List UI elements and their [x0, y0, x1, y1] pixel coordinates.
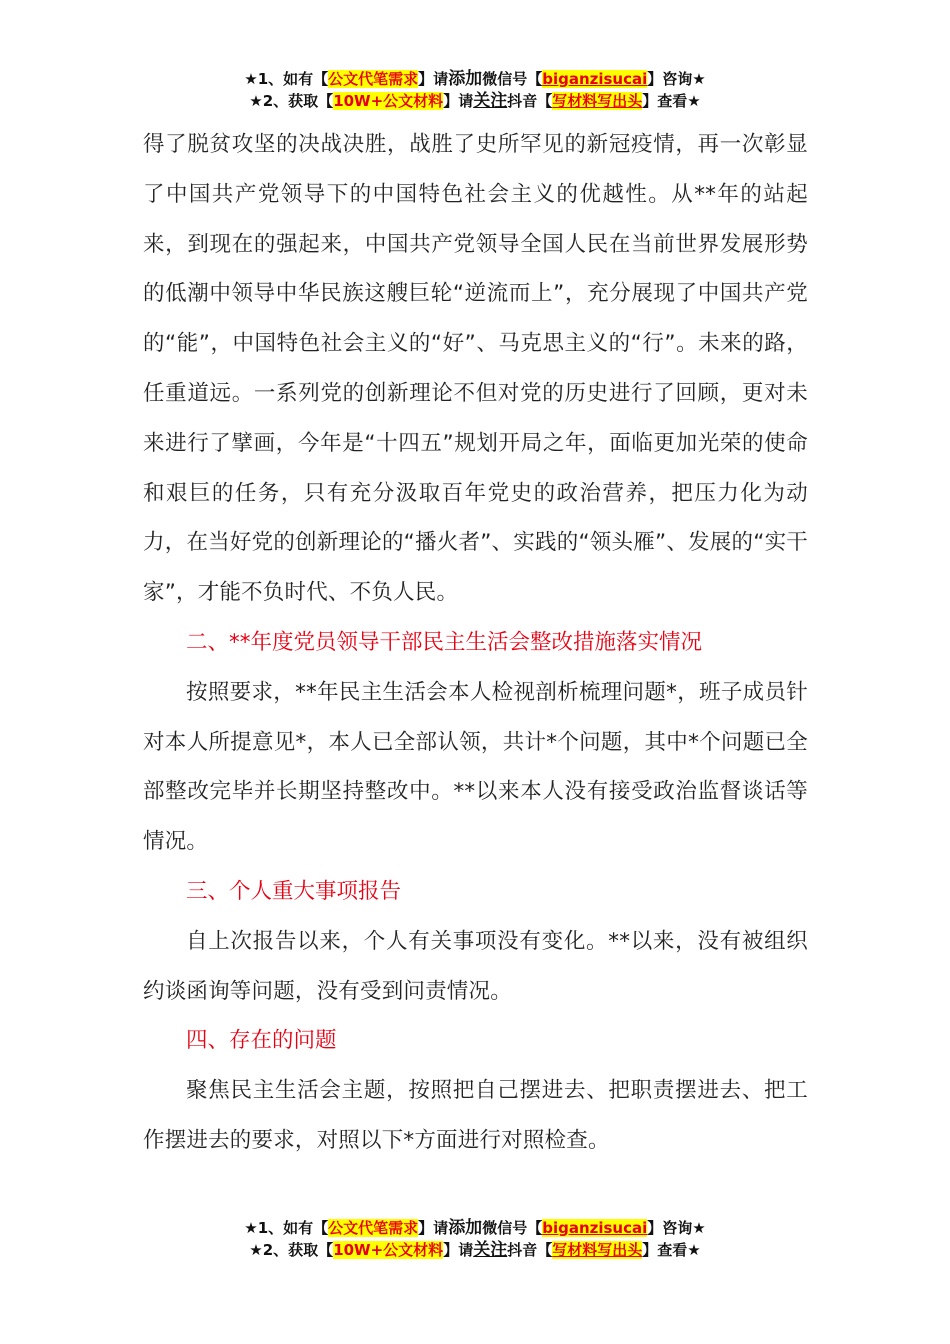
footer-line1-mid2: 微信号【: [482, 1219, 543, 1237]
section-heading-2: 二、**年度党员领导干部民主生活会整改措施落实情况: [186, 629, 703, 655]
header-banner: [0, 68, 950, 112]
footer-emph-follow: 关注: [473, 1240, 508, 1260]
footer-douyin-account: 写材料写出头: [552, 1241, 643, 1259]
banner-line1-mid2: 微信号【: [482, 70, 543, 88]
paragraph-problems: 聚焦民主生活会主题，按照把自己摆进去、把职责摆进去、把工作摆进去的要求，对照以下*方面进行对照检查。: [143, 1078, 808, 1153]
banner-emph-add: 添加: [448, 69, 483, 89]
banner-emph-follow: 关注: [473, 91, 508, 111]
banner-line2-suffix: 】查看★: [642, 92, 701, 110]
banner-line2-mid1: 】请: [443, 92, 474, 110]
section-heading-4: 四、存在的问题: [186, 1028, 337, 1054]
banner-line-2: [0, 90, 950, 112]
banner-line2-mid2: 抖音【: [507, 92, 553, 110]
banner-highlight-service: 公文代笔需求: [328, 70, 419, 88]
footer-banner: [0, 1217, 950, 1261]
footer-highlight-service: 公文代笔需求: [328, 1219, 419, 1237]
footer-line1-suffix: 】咨询★: [647, 1219, 706, 1237]
footer-line2-suffix: 】查看★: [642, 1241, 701, 1259]
footer-line1-mid1: 】请: [418, 1219, 449, 1237]
footer-line1-prefix: ★1、如有【: [244, 1219, 329, 1237]
footer-banner-line-1: [0, 1217, 950, 1239]
banner-line2-prefix: ★2、获取【: [249, 92, 334, 110]
section-heading-3: 三、个人重大事项报告: [186, 878, 402, 904]
footer-emph-add: 添加: [448, 1218, 483, 1238]
banner-highlight-materials: 10W+公文材料: [333, 92, 444, 110]
paragraph-rectification: 按照要求，**年民主生活会本人检视剖析梳理问题*，班子成员针对本人所提意见*，本人已全部认领，共计*个问题，其中*个问题已全部整改完毕并长期坚持整改中。**以来本人没有接受政治监督谈话等情况。: [143, 679, 808, 855]
footer-wechat-id: biganzisucai: [542, 1219, 648, 1237]
banner-douyin-account: 写材料写出头: [552, 92, 643, 110]
footer-banner-line-2: [0, 1239, 950, 1261]
banner-wechat-id: biganzisucai: [542, 70, 648, 88]
footer-line2-mid1: 】请: [443, 1241, 474, 1259]
banner-line1-mid1: 】请: [418, 70, 449, 88]
footer-line2-prefix: ★2、获取【: [249, 1241, 334, 1259]
footer-line2-mid2: 抖音【: [507, 1241, 553, 1259]
banner-line1-suffix: 】咨询★: [647, 70, 706, 88]
paragraph-personal-report: 自上次报告以来，个人有关事项没有变化。**以来，没有被组织约谈函询等问题，没有受到问责情况。: [143, 928, 808, 1004]
banner-line1-prefix: ★1、如有【: [244, 70, 329, 88]
paragraph-continuation: 得了脱贫攻坚的决战决胜，战胜了史所罕见的新冠疫情，再一次彰显了中国共产党领导下的中国特色社会主义的优越性。从**年的站起来，到现在的强起来，中国共产党领导全国人民在当前世界发展形势的低潮中领导中华民族这艘巨轮“逆流而上”，充分展现了中国共产党的“能”，中国特色社会主义的“好”、马克思主义的“行”。未来的路，任重道远。一系列党的创新理论不但对党的历史进行了回顾，更对未来进行了擘画，今年是“十四五”规划开局之年，面临更加光荣的使命和艰巨的任务，只有充分汲取百年党史的政治营养，把压力化为动力，在当好党的创新理论的“播火者”、实践的“领头雁”、发展的“实干家”，才能不负时代、不负人民。: [143, 132, 808, 606]
banner-line-1: [0, 68, 950, 90]
document-body: [143, 120, 808, 1166]
footer-highlight-materials: 10W+公文材料: [333, 1241, 444, 1259]
